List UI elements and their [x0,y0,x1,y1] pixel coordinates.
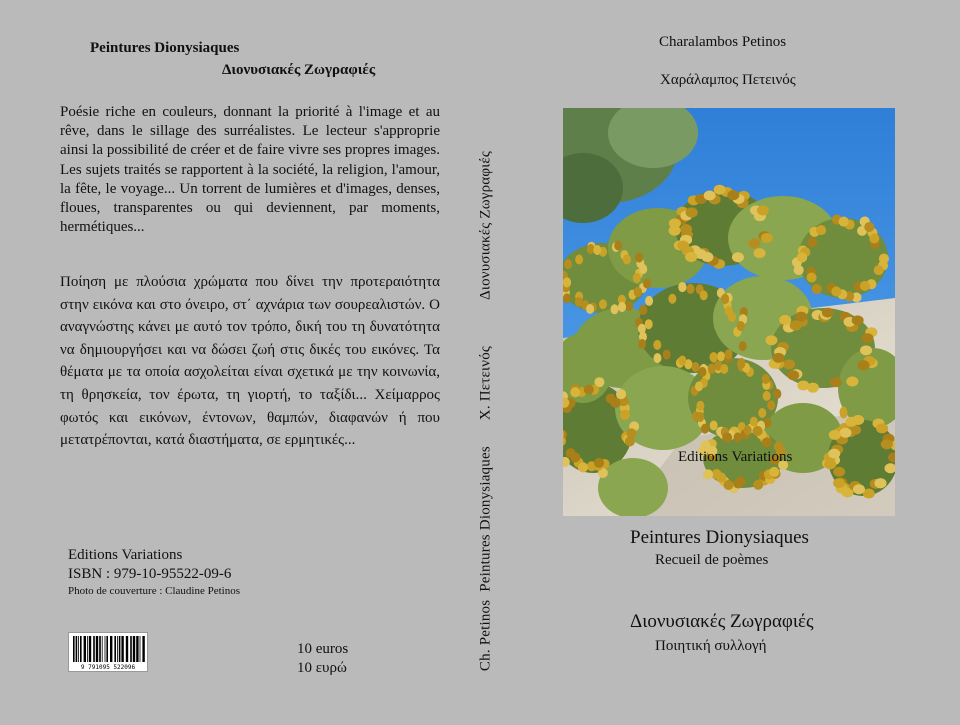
price-fr: 10 euros [297,641,349,657]
barcode [68,632,148,672]
front-subtitle-gr: Ποιητική συλλογή [655,638,767,654]
spine-title-fr: Peintures Dionysiaques [477,446,494,592]
spine-title-gr: Διονυσιακές Ζωγραφιές [477,150,494,300]
cover-publisher-label: Editions Variations [678,449,793,465]
front-author-gr: Χαράλαμπος Πετεινός [660,72,796,88]
price-block [297,640,348,678]
price-gr: 10 ευρώ [297,660,347,676]
photo-credit: Photo de couverture : Claudine Petinos [68,585,240,597]
back-title-fr: Peintures Dionysiaques [90,40,240,56]
back-title-gr: Διονυσιακές Ζωγραφιές [222,62,376,78]
spine-author-gr: Χ. Πετεινός [477,345,494,421]
front-title-fr: Peintures Dionysiaques [630,527,809,548]
spine [466,100,506,680]
blurb-gr: Ποίηση με πλούσια χρώματα που δίνει την προτεραιότητα στην εικόνα και στο όνειρο, στ΄ αχνάρια των σουρεαλιστών. Ο αναγνώστης κάνει με αυτό τον τρόπο, δική του τη δυνατότητα να δημιουργήσει και να δώσει ζωή στις δικές του εικόνες. Τα θέματα με τα οποία ασχολείται είναι σχετικά με την κοινωνία, τη θρησκεία, τον έρωτα, τη γιορτή, το ταξίδι... Χείμαρρος φωτός και εικόνων, έντονων, θαμπών, διαφανών ή που μετατρέπονται, κατά διαστήματα, σε ερμητικές... [60,274,440,449]
publisher-block [68,546,231,584]
blurb-fr: Poésie riche en couleurs, donnant la priorité à l'image et au rêve, dans le sillage des surréalistes. Le lecteur s'approprie ainsi la possibilité de créer et de faire vivre ses propres images. Les sujets traités se rapportent à la société, la religion, l'amour, la fête, le voyage... Un torrent de lumières et d'images, denses, floues, transparentes ou qui deviennent, par moments, hermétiques... [60,104,440,236]
front-title-gr: Διονυσιακές Ζωγραφιές [630,611,814,632]
spine-text [478,109,495,671]
barcode-digits: 9 791095 522096 [80,664,136,671]
barcode-graphic [69,633,147,671]
publisher-name: Editions Variations [68,547,183,563]
spine-author-fr: Ch. Petinos [477,599,494,672]
front-subtitle-fr: Recueil de poèmes [655,552,769,568]
front-author-fr: Charalambos Petinos [659,34,787,50]
isbn: ISBN : 979-10-95522-09-6 [68,566,232,582]
